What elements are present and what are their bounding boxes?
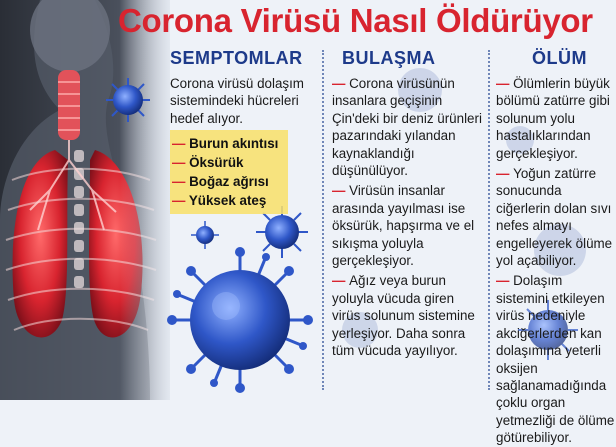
spread-paragraph: — Virüsün insanlar arasında yayılması ise öksürük, hapşırma ve el sıkışma yoluyla gerçekleşiyor. (332, 183, 475, 269)
symptoms-heading: SEMPTOMLAR (170, 48, 303, 68)
spread-paragraph: — Corona virüsünün insanlara geçişinin Çin'deki bir deniz ürünleri pazarındaki yılandan kaynaklandığı düşünülüyor. (332, 76, 482, 179)
column-divider (488, 50, 490, 390)
death-paragraph: — Ölümlerin büyük bölümü zatürre gibi solunum yolu hastalıklarından gerçekleşiyor. (496, 76, 610, 161)
spread-paragraph: — Ağız veya burun yoluyla vücuda giren virüs solunum sistemine yerleşiyor. Daha sonra tüm vücuda yayılıyor. (332, 273, 475, 359)
symptom-item: — Öksürük (172, 155, 244, 170)
virus-large-icon (167, 247, 313, 393)
symptoms-column (170, 48, 318, 127)
symptoms-intro: Corona virüsü dolaşım sistemindeki hücreleri hedef alıyor. (170, 76, 304, 126)
page-title: Corona Virüsü Nasıl Öldürüyor (118, 2, 593, 39)
symptom-list (172, 134, 312, 210)
death-paragraph: — Yoğun zatürre sonucunda ciğerlerin dolan sıvı nefes almayı engelleyerek ölüme yol açabiliyor. (496, 166, 613, 269)
symptom-item: — Boğaz ağrısı (172, 174, 269, 189)
death-paragraph: — Dolaşım sistemini etkileyen virüs nedeniyle akciğerlerden kan dolaşımına yeterli oksijen sağlanamadığında çoklu organ yetmezliği de ölüme götürebiliyor. (496, 273, 615, 446)
body-illustration (0, 0, 180, 400)
symptom-item: — Burun akıntısı (172, 136, 279, 151)
death-column (496, 48, 616, 447)
virus-small-icon (106, 78, 150, 122)
spread-column (332, 48, 484, 360)
spread-heading: BULAŞMA (342, 48, 436, 68)
symptom-item: — Yüksek ateş (172, 193, 267, 208)
death-heading: ÖLÜM (532, 48, 587, 68)
virus-tiny-icon (191, 221, 219, 249)
column-divider (322, 50, 324, 390)
